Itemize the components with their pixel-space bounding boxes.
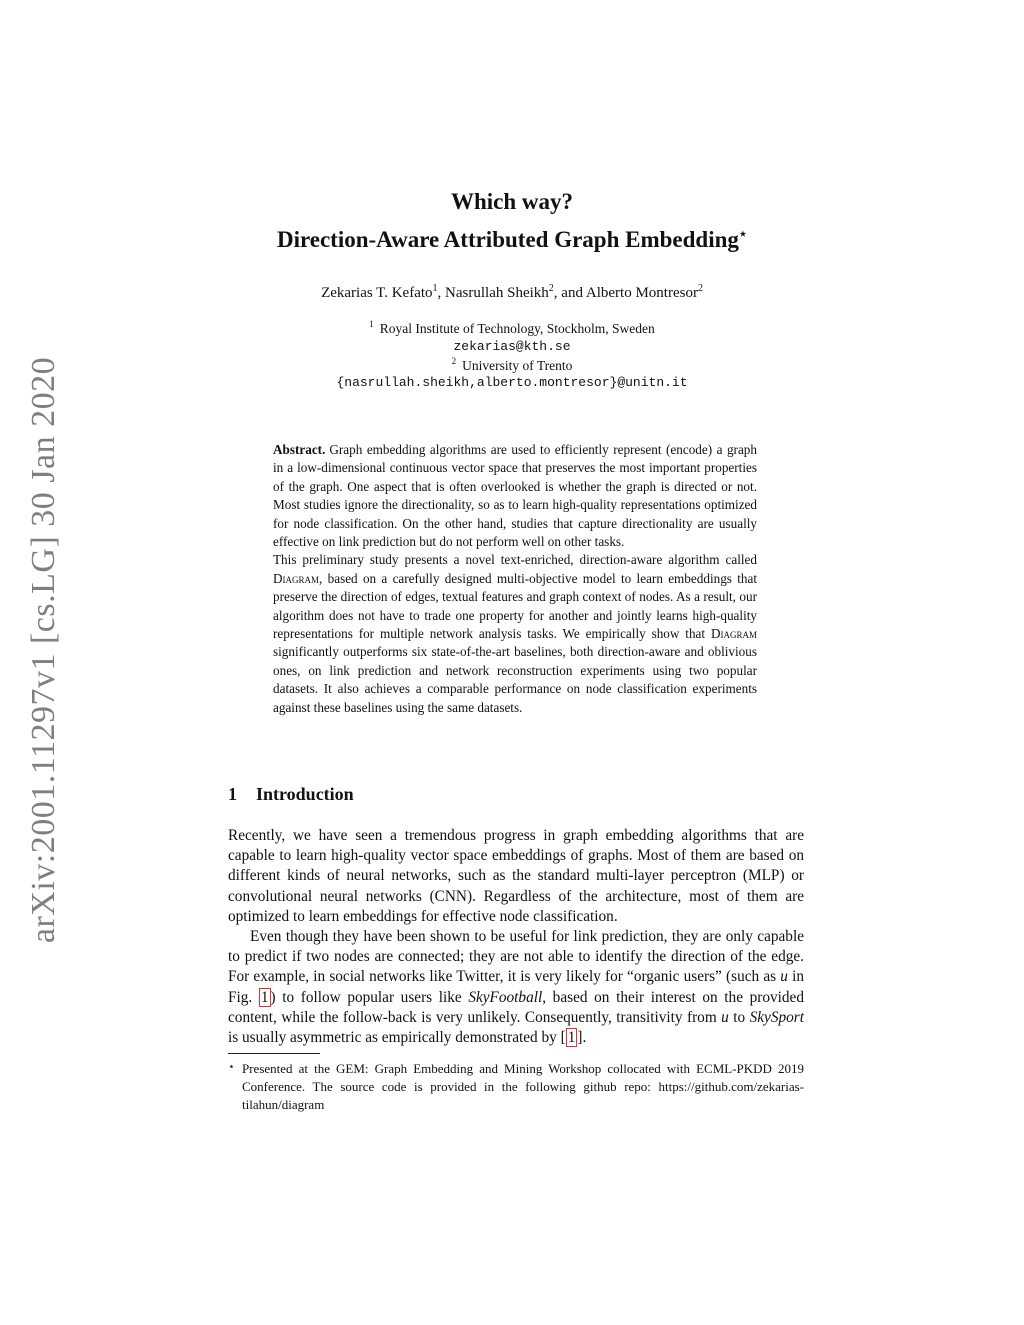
affiliation-1-marker: 1 [369,319,374,329]
abstract [273,441,757,717]
affiliation-2-email: {nasrullah.sheikh,alberto.montresor}@unitn.it [336,375,688,390]
introduction-body [228,826,804,1048]
skyfootball-name: SkyFootball [468,988,543,1006]
title-line-2 [0,218,1024,256]
citation-bracket-open: [ [560,1029,566,1047]
intro-p2-part-a: Even though they have been shown to be useful for link prediction, they are only capable to predict if two nodes are connected; they are not able to identify the direction of the edge. For example, in social networks like Twitter, it is very likely for “organic users” (such as [228,928,804,986]
intro-p2-part-c: ) to follow popular users like [270,988,469,1006]
author-2: Nasrullah Sheikh [445,285,549,301]
abstract-p2-part-b: , based on a carefully designed multi-objective model to learn embeddings that preserve the direction of edges, textual features and graph context of nodes. As a result, our algorithm does not have to trade one property for another and jointly learns high-quality representations for multiple network analysis tasks. We empirically show that [273,570,757,642]
footnote-marker: ⋆ [228,1061,235,1073]
arxiv-identifier-stamp: arXiv:2001.11297v1 [cs.LG] 30 Jan 2020 [25,356,62,944]
intro-paragraph-1: Recently, we have seen a tremendous progress in graph embedding algorithms that are capable to learn high-quality vector space embeddings of graphs. Most of them are based on different kinds of neural networks, such as the standard multi-layer perceptron (MLP) or convolutional neural networks (CNN). Regardless of the architecture, most of them are optimized to learn embeddings for effective node classification. [228,827,804,925]
citation-link[interactable]: 1 [567,1029,576,1047]
section-title: Introduction [256,784,354,804]
section-heading [228,784,354,805]
abstract-p2-part-a: This preliminary study presents a novel text-enriched, direction-aware algorithm called [273,552,757,568]
intro-p2-part-d: , based on their interest on the provided content, while the follow-back is very unlikely. Consequently, transitivity from [228,988,804,1026]
footnote [228,1060,804,1114]
affiliation-2-marker: 2 [451,356,457,366]
skysport-name: SkySport [749,1008,804,1026]
intro-p2-part-e: to [728,1008,750,1026]
method-name: Diagram [710,626,757,642]
section-number: 1 [228,784,237,804]
math-variable-u: u [721,1008,729,1026]
author-1-affiliation: 1 [432,283,438,294]
math-variable-u: u [780,968,788,986]
title-line-2-text: Direction-Aware Attributed Graph Embedding [276,227,739,252]
figure-reference-link[interactable]: 1 [260,988,269,1006]
affiliation-2 [0,356,1024,374]
author-3-affiliation: 2 [697,283,703,294]
affiliation-1 [0,319,1024,337]
title-footnote-marker: ⋆ [738,226,748,241]
abstract-p2-part-c: significantly outperforms six state-of-the-art baselines, both direction-aware and oblivious ones, on link prediction and network reconstruction experiments using two popular datasets. It also achieves a comparable performance on node classification experiments against these baselines using the same datasets. [273,644,757,715]
intro-p2-part-f: is usually asymmetric as empirically demonstrated by [228,1029,561,1047]
method-name: Diagram [273,570,320,586]
author-3: Alberto Montresor [585,285,698,301]
intro-p2-part-b: in Fig. [228,968,804,1006]
abstract-paragraph-2 [273,551,757,717]
abstract-label: Abstract. [273,442,326,457]
footnote-text: Presented at the GEM: Graph Embedding and Mining Workshop collocated with ECML-PKDD 2019 Conference. The source code is provided in the following github repo: https://github.com/zekarias-tilahun/diagram [242,1061,804,1112]
author-separator-2: , and [553,285,586,301]
intro-paragraph-2 [228,927,804,1048]
abstract-paragraph-1-text: Graph embedding algorithms are used to efficiently represent (encode) a graph in a low-dimensional continuous vector space that preserves the most important properties of the graph. One aspect that is often overlooked is whether the graph is directed or not. Most studies ignore the directionality, so as to learn high-quality representations optimized for node classification. On the other hand, studies that capture directionality are usually effective on link prediction but do not perform well on other tasks. [273,442,757,550]
paper-title [0,186,1024,256]
author-separator-1: , [437,285,446,301]
footnote-divider [228,1053,320,1054]
citation-bracket-close: ]. [577,1029,587,1047]
affiliation-2-name: University of Trento [462,358,573,373]
author-1: Zekarias T. Kefato [321,285,433,301]
author-2-affiliation: 2 [548,283,554,294]
affiliation-1-name: Royal Institute of Technology, Stockholm, Sweden [379,321,655,336]
title-line-1: Which way? [450,189,574,214]
abstract-paragraph-1 [273,441,757,551]
affiliation-1-email: zekarias@kth.se [453,339,571,354]
author-list [0,283,1024,302]
